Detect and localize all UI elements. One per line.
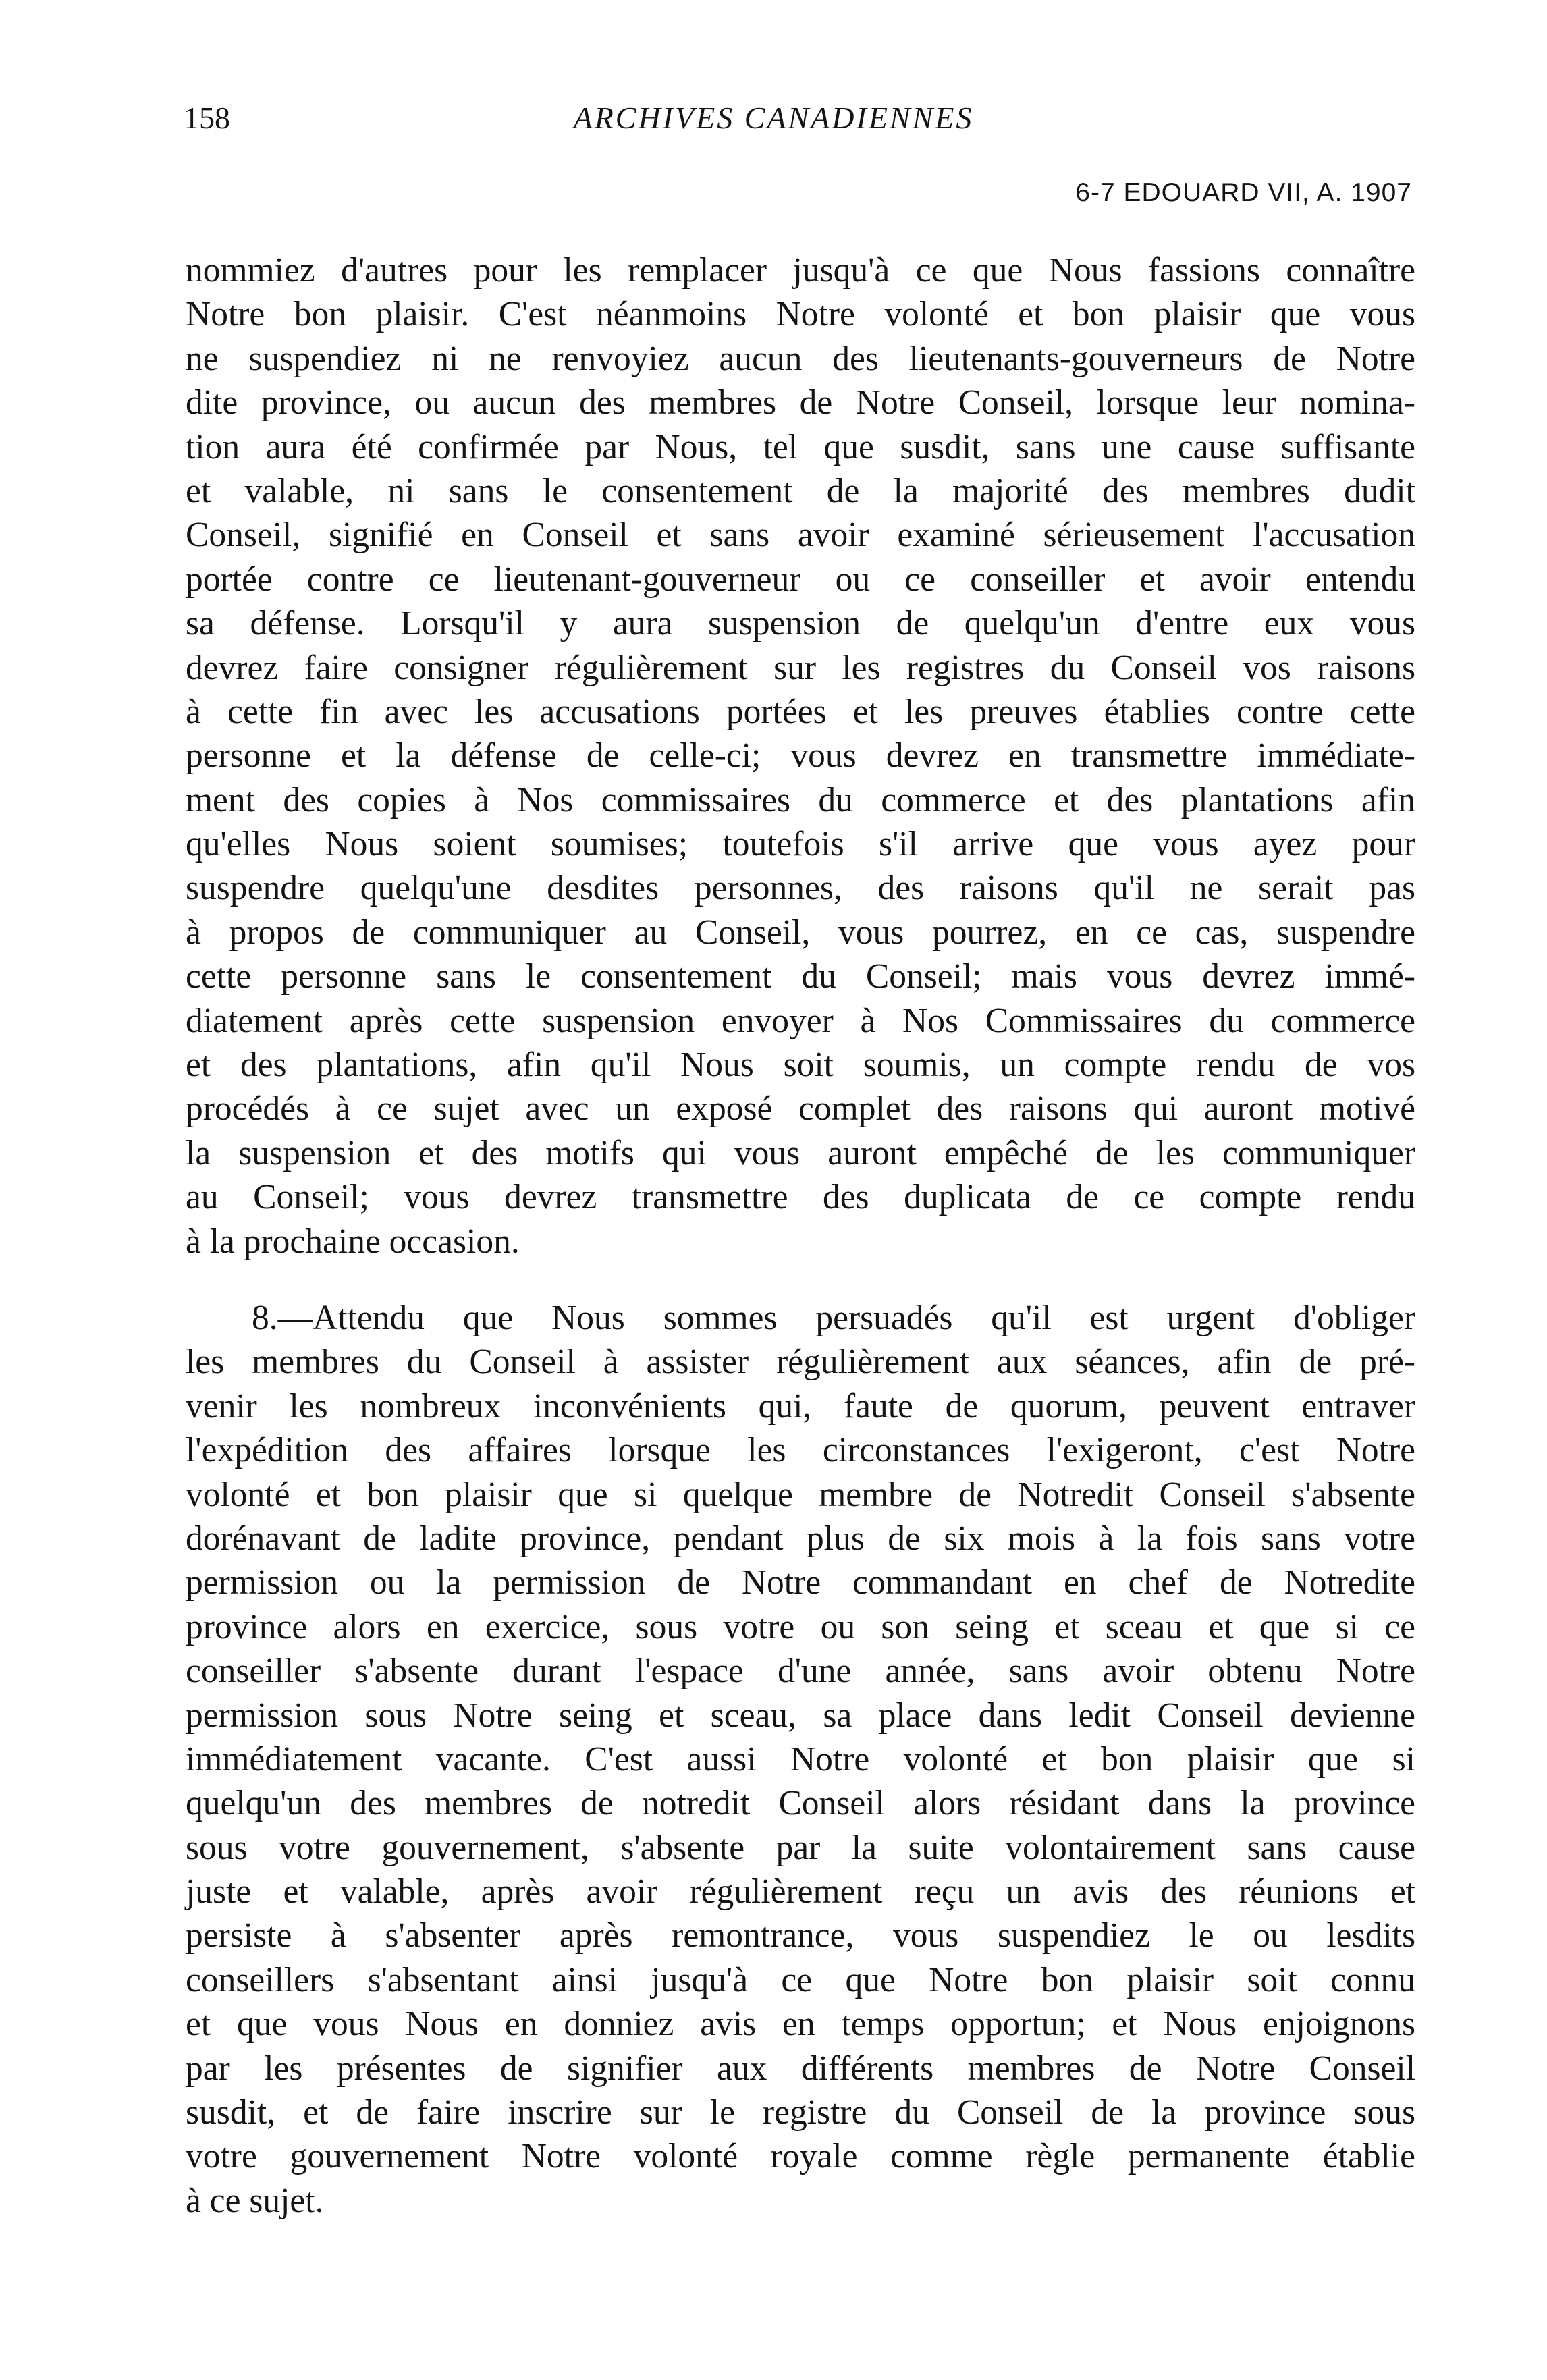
text-line: Conseil, signifié en Conseil et sans avoir examiné sérieusement l'accusation [186, 516, 1415, 555]
text-line: la suspension et des motifs qui vous auront empêché de les communiquer [186, 1133, 1415, 1172]
text-line: conseiller s'absente durant l'espace d'une année, sans avoir obtenu Notre [186, 1652, 1415, 1691]
text-line: et valable, ni sans le consentement de la majorité des membres dudit [186, 471, 1415, 510]
text-line: diatement après cette suspension envoyer à Nos Commissaires du commerce [186, 1001, 1415, 1040]
text-line: qu'elles Nous soient soumises; toutefois s'il arrive que vous ayez pour [186, 825, 1415, 864]
text-line: par les présentes de signifier aux différents membres de Notre Conseil [186, 2049, 1415, 2088]
text-line: et que vous Nous en donniez avis en temps opportun; et Nous enjoignons [186, 2005, 1415, 2044]
text-line: susdit, et de faire inscrire sur le registre du Conseil de la province sous [186, 2093, 1415, 2132]
text-line: juste et valable, après avoir régulièrement reçu un avis des réunions et [186, 1872, 1415, 1912]
text-line: à propos de communiquer au Conseil, vous pourrez, en ce cas, suspendre [186, 913, 1415, 952]
text-line: permission sous Notre seing et sceau, sa place dans ledit Conseil devienne [186, 1696, 1415, 1735]
text-line: suspendre quelqu'une desdites personnes, des raisons qu'il ne serait pas [186, 869, 1415, 908]
paragraph-2 [186, 1296, 1415, 2223]
body-text [186, 248, 1415, 2223]
text-line: ne suspendiez ni ne renvoyiez aucun des lieutenants-gouverneurs de Notre [186, 339, 1415, 378]
text-line: tion aura été confirmée par Nous, tel que susdit, sans une cause suffisante [186, 427, 1415, 466]
text-line: les membres du Conseil à assister régulièrement aux séances, afin de pré- [186, 1343, 1415, 1382]
text-line: persiste à s'absenter après remontrance, vous suspendiez le ou lesdits [186, 1916, 1415, 1955]
text-line: cette personne sans le consentement du Conseil; mais vous devrez immé- [186, 957, 1415, 996]
text-line: au Conseil; vous devrez transmettre des duplicata de ce compte rendu [186, 1178, 1415, 1217]
text-line: procédés à ce sujet avec un exposé complet des raisons qui auront motivé [186, 1089, 1415, 1129]
running-title: ARCHIVES CANADIENNES [573, 101, 974, 135]
text-line: dite province, ou aucun des membres de Notre Conseil, lorsque leur nomina- [186, 383, 1415, 423]
text-line: volonté et bon plaisir que si quelque membre de Notredit Conseil s'absente [186, 1475, 1415, 1514]
text-line: l'expédition des affaires lorsque les circonstances l'exigeront, c'est Notre [186, 1431, 1415, 1470]
text-line: à la prochaine occasion. [186, 1222, 520, 1261]
text-line: devrez faire consigner régulièrement sur les registres du Conseil vos raisons [186, 648, 1415, 687]
text-line: dorénavant de ladite province, pendant plus de six mois à la fois sans votre [186, 1519, 1415, 1558]
text-line: à cette fin avec les accusations portées et les preuves établies contre cette [186, 692, 1415, 731]
text-line: personne et la défense de celle-ci; vous devrez en transmettre immédiate- [186, 736, 1415, 776]
text-line: venir les nombreux inconvénients qui, faute de quorum, peuvent entraver [186, 1386, 1415, 1426]
text-line: et des plantations, afin qu'il Nous soit soumis, un compte rendu de vos [186, 1046, 1415, 1085]
text-line: permission ou la permission de Notre commandant en chef de Notredite [186, 1563, 1415, 1602]
text-line: sa défense. Lorsqu'il y aura suspension de quelqu'un d'entre eux vous [186, 604, 1415, 643]
session-heading: 6-7 EDOUARD VII, A. 1907 [1075, 178, 1412, 207]
page-number: 158 [184, 101, 230, 135]
text-line: 8.—Attendu que Nous sommes persuadés qu'il est urgent d'obliger [252, 1298, 1415, 1337]
text-line: immédiatement vacante. C'est aussi Notre volonté et bon plaisir que si [186, 1739, 1415, 1779]
text-line: quelqu'un des membres de notredit Conseil alors résidant dans la province [186, 1784, 1415, 1823]
paragraph-1 [186, 248, 1415, 1264]
text-line: ment des copies à Nos commissaires du commerce et des plantations afin [186, 780, 1415, 819]
text-line: à ce sujet. [186, 2181, 324, 2220]
paragraph-gap [186, 1264, 1415, 1296]
text-line: Notre bon plaisir. C'est néanmoins Notre volonté et bon plaisir que vous [186, 295, 1415, 334]
text-line: province alors en exercice, sous votre ou son seing et sceau et que si ce [186, 1607, 1415, 1646]
text-line: votre gouvernement Notre volonté royale comme règle permanente établie [186, 2137, 1415, 2176]
text-line: conseillers s'absentant ainsi jusqu'à ce que Notre bon plaisir soit connu [186, 1960, 1415, 1999]
text-line: sous votre gouvernement, s'absente par la suite volontairement sans cause [186, 1828, 1415, 1867]
text-line: nommiez d'autres pour les remplacer jusqu'à ce que Nous fassions connaître [186, 251, 1415, 290]
text-line: portée contre ce lieutenant-gouverneur ou ce conseiller et avoir entendu [186, 560, 1415, 599]
